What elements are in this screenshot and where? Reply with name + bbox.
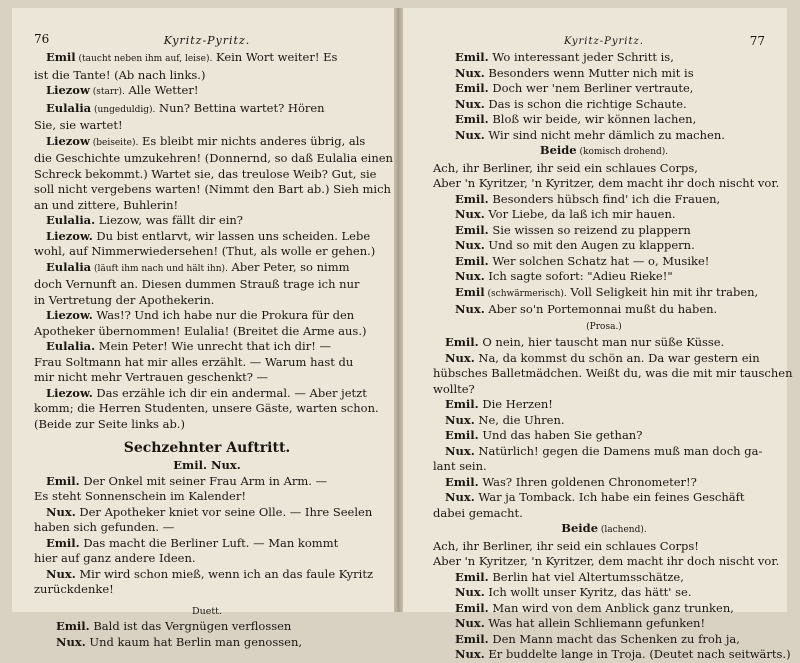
speaker-name: Eulalia <box>46 100 92 115</box>
text-line <box>34 293 380 309</box>
line-text: Es bleibt mir nichts anderes übrig, als <box>138 133 366 148</box>
text-line <box>34 167 380 183</box>
text-line <box>34 489 380 505</box>
speaker-name: Emil. <box>455 631 489 646</box>
speaker-name: Nux. <box>445 412 475 427</box>
speaker-name: Nux. <box>455 302 485 316</box>
speaker-name: Nux. <box>46 504 76 519</box>
text-line <box>34 244 380 260</box>
duet-block <box>34 619 380 650</box>
text-line <box>433 97 775 113</box>
speaker-name: Eulalia. <box>46 213 96 227</box>
speaker-name: Nux. <box>455 238 485 252</box>
section-persons: Emil. Nux. <box>173 458 241 472</box>
text-line <box>433 413 775 429</box>
text-line <box>34 401 380 417</box>
line-text: Der Apotheker kniet vor seine Olle. — Ihre Seelen <box>75 504 373 519</box>
speaker-name: Emil. <box>455 253 489 268</box>
line-text: Du bist entlarvt, wir lassen uns scheiden. Lebe <box>92 228 371 243</box>
line-text: Sie, sie wartet! <box>34 118 123 132</box>
line-text: Das is schon die richtige Schaute. <box>484 96 687 111</box>
text-line <box>433 66 775 82</box>
line-text: Besonders hübsch find' ich die Frauen, <box>488 191 721 206</box>
text-line <box>433 302 775 318</box>
text-line <box>433 223 775 239</box>
text-line <box>34 182 391 198</box>
text-line <box>34 134 380 152</box>
line-text: Ach, ihr Berliner, ihr seid ein schlaues Corps, <box>433 160 698 175</box>
line-text: War ja Tomback. Ich habe ein feines Geschäft <box>474 490 745 504</box>
line-text: die Geschichte umzukehren! (Donnernd, so daß Eulalia einen <box>34 151 393 165</box>
text-line <box>433 318 775 336</box>
line-text: Ne, die Uhren. <box>474 412 565 427</box>
line-text: Der Onkel mit seiner Frau Arm in Arm. — <box>79 473 328 488</box>
text-line <box>433 254 775 270</box>
line-text: Doch wer 'nem Berliner vertraute, <box>488 81 694 95</box>
line-text: Bloß wir beide, wir können lachen, <box>488 112 697 126</box>
right-page-header <box>433 32 775 50</box>
speaker-name: Emil. <box>46 473 80 488</box>
stage-direction: (lachend). <box>598 525 647 535</box>
running-title: Kyritz-Pyritz. <box>163 34 251 47</box>
text-line <box>433 112 775 128</box>
line-text: Die Herzen! <box>478 397 553 411</box>
stage-direction: (Prosa.) <box>586 321 622 332</box>
line-text: doch Vernunft an. Diesen dummen Strauß trage ich nur <box>34 277 360 291</box>
text-line <box>433 397 775 413</box>
speaker-name: Liezow. <box>46 228 93 243</box>
line-text: Voll Seligkeit hin mit ihr traben, <box>566 284 759 299</box>
text-line <box>34 370 380 386</box>
speaker-name: Emil. <box>455 569 489 584</box>
line-text: Was? Ihren goldenen Chronometer!? <box>478 474 697 489</box>
stage-direction: (taucht neben ihm auf, leise). <box>75 54 213 64</box>
speaker-name: Nux. <box>46 566 76 581</box>
speaker-name: Emil. <box>455 600 489 615</box>
text-line <box>433 81 775 97</box>
line-text: Alle Wetter! <box>124 83 199 97</box>
line-text: Aber Peter, so nimm <box>227 259 350 274</box>
text-line <box>433 50 775 66</box>
line-text: Aber 'n Kyritzer, 'n Kyritzer, dem macht ihr doch nischt vor. <box>433 176 780 190</box>
speaker-name: Beide <box>539 143 577 157</box>
left-page-header <box>34 32 380 50</box>
line-text: soll nicht vergebens warten! (Nimmt den Bart ab.) Sieh mich <box>34 182 391 196</box>
speaker-name: Nux. <box>455 585 485 599</box>
speaker-name: Emil. <box>455 50 489 64</box>
stage-direction: (läuft ihm nach und hält ihn). <box>91 263 228 274</box>
text-line <box>433 459 775 475</box>
speaker-name: Nux. <box>455 647 485 661</box>
text-line <box>433 647 791 663</box>
text-line <box>433 554 780 570</box>
page-number: 77 <box>749 34 765 48</box>
text-line <box>433 616 775 632</box>
text-line <box>433 285 775 303</box>
text-line <box>34 83 380 101</box>
speaker-name: Emil <box>455 284 485 299</box>
speaker-name: Emil. <box>455 191 489 206</box>
text-line <box>34 619 380 635</box>
line-text: Wir sind nicht mehr dämlich zu machen. <box>484 127 725 142</box>
speaker-name: Liezow <box>46 83 90 97</box>
text-line <box>433 444 775 460</box>
speaker-name: Nux. <box>455 207 485 221</box>
right-page <box>403 8 793 661</box>
line-text: ist die Tante! (Ab nach links.) <box>34 67 206 82</box>
text-line <box>433 335 775 351</box>
text-line <box>34 68 380 84</box>
line-text: Nun? Bettina wartet? Hören <box>155 100 325 115</box>
text-line <box>433 601 775 617</box>
text-line <box>433 207 775 223</box>
line-text: hübsches Balletmädchen. Weißt du, was die mit mir tauschen <box>433 366 793 380</box>
line-text: an und zittere, Buhlerin! <box>34 197 179 212</box>
line-text: O nein, hier tauscht man nur süße Küsse. <box>478 335 725 349</box>
speaker-name: Liezow. <box>46 385 93 400</box>
line-text: Frau Soltmann hat mir alles erzählt. — Warum hast du <box>34 354 354 369</box>
text-line <box>34 260 380 278</box>
speaker-name: Liezow <box>46 133 90 148</box>
line-text: Vor Liebe, da laß ich mir hauen. <box>484 207 676 221</box>
line-text: hier auf ganz andere Ideen. <box>34 551 196 565</box>
line-text: wollte? <box>433 381 475 396</box>
line-text: Was!? Und ich habe nur die Prokura für den <box>92 308 355 322</box>
speaker-name: Nux. <box>445 350 475 365</box>
speaker-name: Nux. <box>455 616 485 630</box>
text-line <box>34 505 380 521</box>
stage-direction: (schwärmerisch). <box>484 288 567 299</box>
line-text: Den Mann macht das Schenken zu froh ja, <box>488 631 740 646</box>
line-text: Berlin hat viel Altertumsschätze, <box>488 569 684 584</box>
text-line <box>34 582 380 598</box>
line-text: wohl, auf Nimmerwiedersehen! (Thut, als wolle er gehen.) <box>34 244 376 258</box>
line-text: Wer solchen Schatz hat — o, Musike! <box>488 253 710 268</box>
line-text: Na, da kommst du schön an. Da war gestern ein <box>474 350 760 365</box>
speaker-name: Emil. <box>455 81 489 95</box>
speaker-name: Nux. <box>455 65 485 80</box>
page-number: 76 <box>34 32 50 46</box>
text-line <box>433 490 775 506</box>
line-text: Sie wissen so reizend zu plappern <box>488 222 691 237</box>
line-text: Man wird von dem Anblick ganz trunken, <box>488 600 734 615</box>
speaker-name: Nux. <box>56 634 86 649</box>
text-line <box>433 351 775 367</box>
text-line <box>34 151 393 167</box>
line-text: Mir wird schon mieß, wenn ich an das faule Kyritz <box>75 566 374 581</box>
text-line <box>34 308 380 324</box>
line-text: Es steht Sonnenschein im Kalender! <box>34 489 246 503</box>
line-text: lant sein. <box>433 459 487 473</box>
speaker-name: Beide <box>561 521 599 535</box>
line-text: komm; die Herren Studenten, unsere Gäste, warten schon. <box>34 401 379 415</box>
line-text: Aber so'n Portemonnai mußt du haben. <box>484 302 718 316</box>
speaker-name: Nux. <box>455 127 485 142</box>
line-text: Kein Wort weiter! Es <box>212 50 338 64</box>
text-line <box>433 143 775 161</box>
text-line <box>433 585 775 601</box>
text-line <box>34 386 380 402</box>
line-text: Und das haben Sie gethan? <box>478 428 643 442</box>
stage-direction: (starr). <box>89 87 125 97</box>
text-line <box>34 474 380 490</box>
text-line <box>433 161 775 177</box>
speaker-name: Emil. <box>455 112 489 126</box>
text-line <box>433 269 775 285</box>
speaker-name: Emil. <box>46 535 80 550</box>
text-line <box>34 229 380 245</box>
text-line <box>34 520 380 536</box>
text-line <box>433 570 775 586</box>
text-line <box>34 198 380 214</box>
line-text: Apotheker übernommen! Eulalia! (Breitet die Arme aus.) <box>34 323 367 338</box>
speaker-name: Eulalia <box>46 259 92 274</box>
left-text-block <box>34 50 393 432</box>
text-line <box>433 632 775 648</box>
right-text-block <box>433 50 793 663</box>
speaker-name: Liezow. <box>46 308 93 322</box>
line-text: Bald ist das Vergnügen verflossen <box>89 619 292 633</box>
left-text-block-2 <box>34 474 380 598</box>
line-text: in Vertretung der Apothekerin. <box>34 292 215 307</box>
text-line <box>433 238 775 254</box>
line-text: Er buddelte lange in Troja. (Deutet nach seitwärts.) <box>484 647 791 661</box>
book-gutter <box>394 8 403 612</box>
text-line <box>433 475 775 491</box>
line-text: haben sich gefunden. — <box>34 520 175 534</box>
text-line <box>433 382 775 398</box>
line-text: dabei gemacht. <box>433 505 523 520</box>
text-line <box>34 417 380 433</box>
line-text: Natürlich! gegen die Damens muß man doch ga- <box>474 443 763 458</box>
text-line <box>34 324 380 340</box>
line-text: Ach, ihr Berliner, ihr seid ein schlaues Corps! <box>433 538 699 553</box>
line-text: Besonders wenn Mutter nich mit is <box>484 65 694 80</box>
line-text: mir nicht mehr Vertrauen geschenkt? — <box>34 370 269 384</box>
speaker-name: Emil. <box>445 335 479 349</box>
stage-direction: (komisch drohend). <box>576 147 669 157</box>
speaker-name: Emil. <box>445 474 479 489</box>
line-text: Schreck bekommt.) Wartet sie, das treulose Weib? Gut, sie <box>34 166 377 181</box>
section-title: Sechzehnter Auftritt. <box>123 440 291 456</box>
speaker-name: Nux. <box>455 269 485 283</box>
text-line <box>34 101 380 119</box>
text-line <box>433 539 775 555</box>
speaker-name: Eulalia. <box>46 339 96 353</box>
running-title: Kyritz-Pyritz. <box>564 36 644 47</box>
speaker-name: Nux. <box>445 490 475 504</box>
text-line <box>433 506 775 522</box>
line-text: zurückdenke! <box>34 582 114 596</box>
speaker-name: Nux. <box>445 443 475 458</box>
text-line <box>34 339 380 355</box>
stage-direction: (beiseite). <box>89 137 139 148</box>
line-text: Ich sagte sofort: "Adieu Rieke!" <box>484 269 673 283</box>
line-text: Aber 'n Kyritzer, 'n Kyritzer, dem macht ihr doch nischt vor. <box>433 554 780 568</box>
line-text: Wo interessant jeder Schritt is, <box>488 50 674 64</box>
speaker-name: Emil <box>46 50 76 64</box>
speaker-name: Emil. <box>56 619 90 633</box>
speaker-name: Emil. <box>445 397 479 411</box>
speaker-name: Emil. <box>455 222 489 237</box>
line-text: Und so mit den Augen zu klappern. <box>484 238 695 252</box>
text-line <box>34 567 380 583</box>
text-line <box>34 355 380 371</box>
text-line <box>34 551 380 567</box>
line-text: Liezow, was fällt dir ein? <box>95 213 243 227</box>
text-line <box>433 428 775 444</box>
text-line <box>34 635 380 651</box>
text-line <box>433 128 775 144</box>
text-line <box>34 277 380 293</box>
line-text: Und kaum hat Berlin man genossen, <box>85 634 302 649</box>
left-page <box>12 8 394 649</box>
speaker-name: Nux. <box>455 96 485 111</box>
line-text: Was hat allein Schliemann gefunken! <box>484 616 706 630</box>
line-text: Mein Peter! Wie unrecht that ich dir! — <box>95 339 331 353</box>
text-line <box>34 536 380 552</box>
text-line <box>433 366 793 382</box>
text-line <box>34 213 380 229</box>
speaker-name: Emil. <box>445 428 479 442</box>
line-text: Das macht die Berliner Luft. — Man kommt <box>79 535 339 550</box>
text-line <box>433 521 775 539</box>
stage-direction: (ungeduldig). <box>91 104 156 115</box>
line-text: Ich wollt unser Kyritz, das hätt' se. <box>484 585 692 599</box>
line-text: Das erzähle ich dir ein andermal. — Aber jetzt <box>92 385 367 400</box>
text-line <box>34 118 380 134</box>
text-line <box>433 176 780 192</box>
duet-label: Duett. <box>191 605 222 617</box>
text-line <box>433 192 775 208</box>
text-line <box>34 50 380 68</box>
line-text: (Beide zur Seite links ab.) <box>34 416 185 431</box>
